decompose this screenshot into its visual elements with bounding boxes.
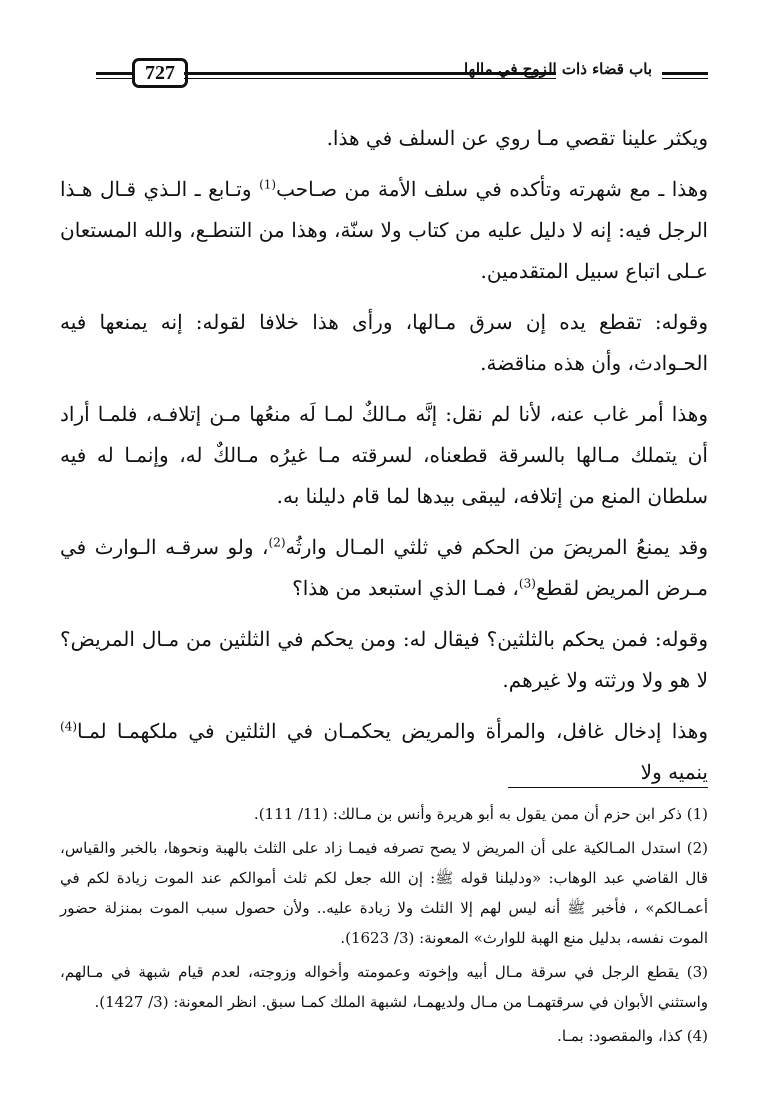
paragraph (60, 394, 708, 517)
footnote-ref: (4) (60, 719, 78, 734)
paragraph-text: وهذا أمر غاب عنه، لأنا لم نقل: إنَّه مـالكٌ لمـا لَه منعُها مـن إتلافـه، فلمـا أراد أن يتملك مـالها بالسرقة قطعناه، لسرقته مـا غيرُه مـالكٌ له، وإنمـا له فيه سلطان المنع من إتلافه، ليبقى بيدها لما قام دليلنا به. (60, 402, 708, 508)
paragraph (60, 302, 708, 384)
page-header (96, 52, 708, 94)
paragraph-text: ، فمـا الذي استبعد من هذا؟ (292, 576, 519, 600)
footnote: (3) يقطع الرجل في سرقة مـال أبيه وإخوته وعمومته وأخواله وزوجته، لعدم قيام شبهة في مـالهم، واستثني الأبوان في سرقتهمـا من مـال ولديهمـا، لشبهة الملك كمـا سبق. انظر المعونة: (3/ 1427). (60, 963, 708, 1011)
footnote-ref: (2) (268, 535, 286, 550)
paragraph-text: ويكثر علينا تقصي مـا روي عن السلف في هذا. (326, 126, 708, 150)
paragraph-text: وقد يمنعُ المريضَ من الحكم في ثلثي المـال وارثُه (285, 535, 708, 559)
paragraph (60, 169, 708, 292)
paragraph-text: ، ولو سرقـه الـوارث في مـرض المريض لقطع (60, 535, 708, 600)
footnote: (1) ذكر ابن حزم أن ممن يقول به أبو هريرة وأنس بن مـالك: (11/ 111). (253, 805, 708, 823)
paragraph-text: وهذا إدخال غافل، والمرأة والمريض يحكمـان في الثلثين في ملكهمـا لمـا (77, 719, 708, 743)
paragraph (60, 527, 708, 609)
footnote-ref: (3) (518, 576, 536, 591)
page-number: 727 (132, 58, 188, 88)
paragraph-text: وقوله: فمن يحكم بالثلثين؟ فيقال له: ومن يحكم في الثلثين من مـال المريض؟ لا هو ولا ورثته ولا غيرهم. (60, 627, 708, 692)
header-rule (96, 78, 132, 79)
footnote: (4) كذا، والمقصود: بمـا. (557, 1027, 708, 1045)
paragraph (60, 118, 708, 159)
footnote-separator (508, 787, 708, 788)
main-text (60, 118, 708, 803)
paragraph-text: وهذا ـ مع شهرته وتأكده في سلف الأمة من صـاحب (276, 177, 709, 201)
footnotes (60, 799, 708, 1055)
header-rule (184, 78, 556, 79)
footnote: (2) استدل المـالكية على أن المريض لا يصح تصرفه فيمـا زاد على الثلث بالهبة ونحوها، بالخبر والقياس، قال القاضي عبد الوهاب: «ودليلنا قوله ﷺ: إن الله جعل لكم ثلث أموالكم عند الموت زيادة لكم في أعمـالكم» ، فأخبر ﷺ أنه ليس لهم إلا الثلث ولا زيادة عليه.. ولأن حصول سبب الموت بمنزلة حضور الموت نفسه، بدليل منع الهبة للوارث» المعونة: (3/ 1623). (60, 839, 708, 947)
running-title: باب قضاء ذات الزوج في مالها (463, 60, 652, 78)
header-rule (662, 78, 708, 79)
paragraph-text: وقوله: تقطع يده إن سرق مـالها، ورأى هذا خلافا لقوله: إنه يمنعها فيه الحـوادث، وأن هذه مناقضة. (60, 310, 708, 375)
paragraph (60, 711, 708, 793)
header-rule (96, 72, 132, 75)
footnote-ref: (1) (259, 177, 277, 192)
paragraph-text: وتـابع ـ الـذي قـال هـذا الرجل فيه: إنه لا دليل عليه من كتاب ولا سنّة، وهذا من التنطـع، والله المستعان عـلى اتباع سبيل المتقدمين. (60, 177, 708, 283)
paragraph (60, 619, 708, 701)
paragraph-text: ينميه ولا (640, 760, 708, 784)
header-rule (662, 72, 708, 75)
